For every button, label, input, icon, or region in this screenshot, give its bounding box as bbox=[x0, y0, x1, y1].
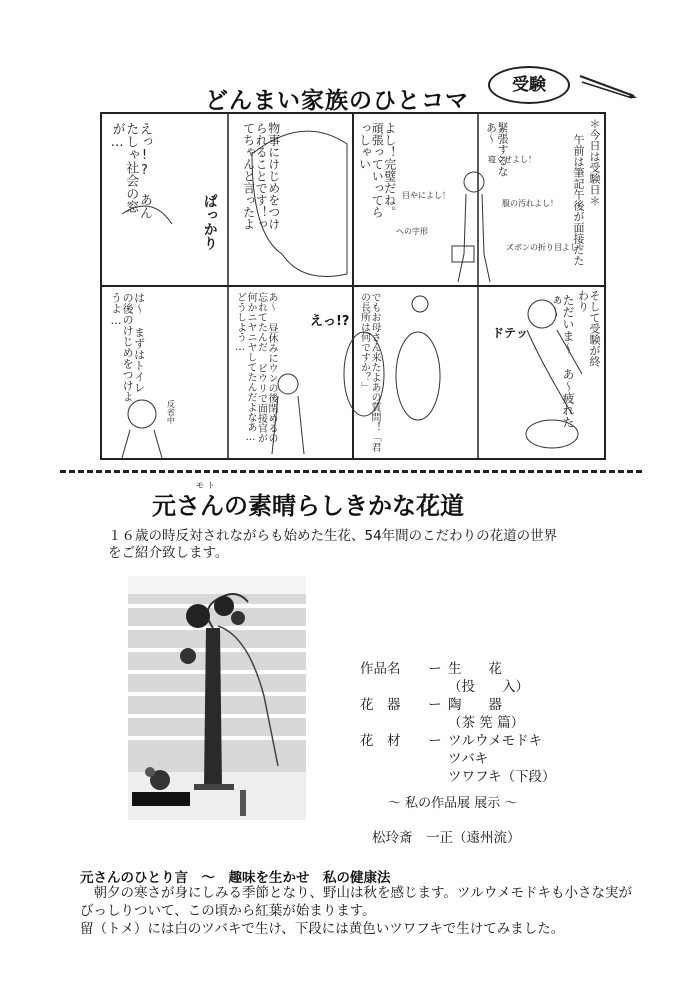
p2-speech: よし！完璧だね。頑張っていってらっしゃい bbox=[357, 122, 397, 218]
p4-speech: えっ!? あんたしゃ社会の窓が… bbox=[109, 122, 152, 219]
detail-row: 花 材 ー ツルウメモドキ bbox=[360, 733, 543, 749]
p1-check5: への字形 bbox=[396, 227, 428, 236]
p5-narration: そして受験が終わり bbox=[576, 290, 601, 367]
manga-title: どんまい家族のひとコマ bbox=[205, 88, 469, 114]
detail-row: 作品名 ー 生 花 bbox=[360, 661, 502, 677]
title-ruby: モト bbox=[196, 481, 218, 490]
column-heading: 元さんのひとり言 〜 趣味を生かせ 私の健康法 bbox=[80, 870, 391, 886]
juken-badge: 受験 bbox=[488, 66, 570, 104]
column-body bbox=[80, 884, 640, 938]
pencil-icon bbox=[578, 74, 638, 100]
p1-note2: 午前は筆記午後が面接だた bbox=[572, 134, 585, 266]
p8-speech: は〜 まずはトイレの後のけじめをつけようよ… bbox=[109, 292, 146, 402]
p6-sfx: えっ!? bbox=[310, 314, 350, 329]
work-details bbox=[360, 660, 555, 786]
article-intro: １６歳の時反対されながらも始めた生花、54年間のこだわりの花道の世界をご紹介致します。 bbox=[108, 528, 558, 561]
p8-note: 反省中 bbox=[166, 400, 176, 424]
detail-row: 花 器 ー 陶 器 bbox=[360, 697, 502, 713]
p1-check4: 目やによし！ bbox=[402, 191, 450, 200]
p1-check3: ズボンの折り目よし！ bbox=[506, 243, 586, 252]
ikebana-photo bbox=[128, 576, 306, 820]
p3-speech: 物事にけじめをつけられることです！ってちゃんと言ったよ bbox=[241, 122, 281, 230]
exhibit-note: 〜 私の作品展 展示 〜 bbox=[388, 796, 518, 811]
comic-strip bbox=[100, 112, 606, 460]
p1-check1: 寝ぐせよし！ bbox=[488, 155, 536, 164]
comic-drawing bbox=[102, 114, 604, 458]
p5-speech: ただいま〜 あ〜疲れたぁ〜 bbox=[548, 294, 575, 428]
p5-sfx: ドテッ bbox=[492, 326, 529, 340]
detail-row: （投 入） bbox=[448, 679, 529, 695]
artist-name: 松玲斎 一正（遠州流） bbox=[372, 830, 521, 846]
detail-row: ツバキ bbox=[448, 751, 489, 767]
article-title: 元さんの素晴らしきかな花道 bbox=[152, 492, 464, 520]
p7-speech: あ〜 昼休みにウンの後閉めるの忘れてたんだ ビウリで面接官が何かニヤニヤしてたんだよなあ… どうしよう… bbox=[234, 292, 277, 443]
column-paragraph: 留（トメ）には白のツバキで生け、下段には黄色いツワフキで生けてみました。 bbox=[80, 921, 565, 937]
detail-row: ツワフキ（下段） bbox=[448, 769, 556, 785]
p1-note: ＊今日は受験日＊ bbox=[588, 118, 601, 206]
p1-mom-speech: 緊張するなあ〜 bbox=[484, 122, 509, 177]
column-paragraph: 朝夕の寒さが身にしみる季節となり、野山は秋を感じます。ツルウメモドキも小さな実がびっしりついて、この頃から紅葉が始まります。 bbox=[80, 885, 633, 919]
p6-speech: でもお母さん来たよあの質問！「君の長所は何ですか？」 bbox=[358, 292, 380, 452]
detail-row: （茶 筅 篇） bbox=[448, 715, 525, 731]
p1-check2: 服の汚れよし！ bbox=[502, 199, 558, 208]
p4-sfx: ぱっかり bbox=[201, 194, 218, 250]
section-divider bbox=[60, 470, 642, 473]
